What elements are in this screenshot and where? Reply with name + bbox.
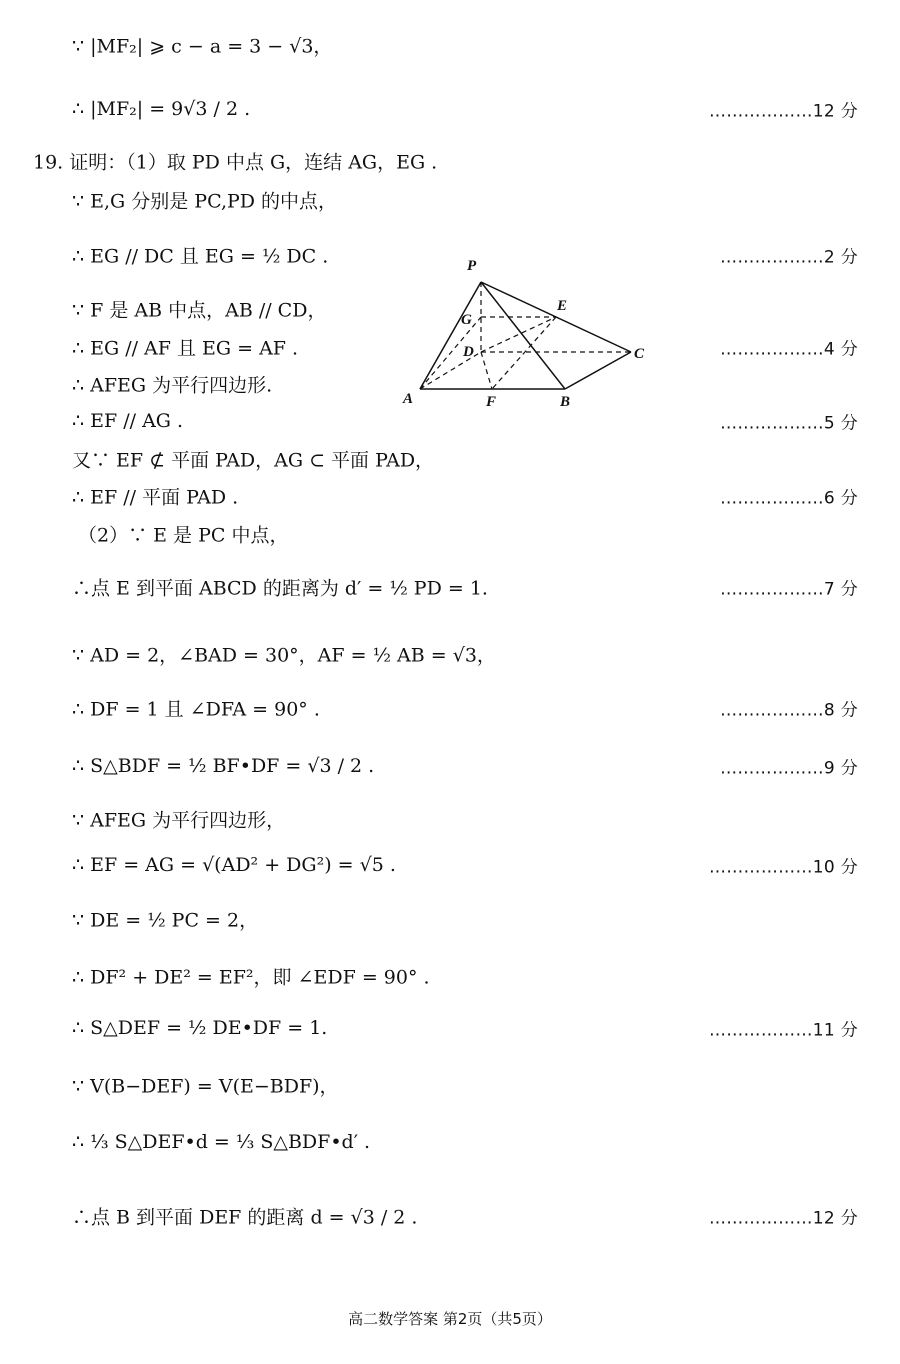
line-text: ∵ V(B−DEF) = V(E−BDF)， bbox=[72, 1075, 339, 1098]
segment-DE bbox=[481, 317, 556, 352]
line-text: ∵ F 是 AB 中点，AB // CD， bbox=[72, 299, 327, 322]
score-marker: ………………9 分 bbox=[720, 758, 858, 779]
answer-line bbox=[0, 854, 900, 878]
label-P: P bbox=[467, 258, 477, 274]
label-E: E bbox=[557, 298, 568, 314]
answer-line bbox=[0, 698, 900, 721]
line-text: ∵ E,G 分别是 PC,PD 的中点， bbox=[72, 190, 338, 213]
line-text: 19. 证明：（1）取 PD 中点 G，连结 AG，EG . bbox=[33, 151, 438, 174]
answer-line bbox=[0, 1075, 900, 1098]
line-text: ∴ EG // AF 且 EG = AF . bbox=[72, 337, 299, 360]
answer-line bbox=[0, 909, 900, 932]
score-marker: ………………11 分 bbox=[708, 1020, 858, 1041]
question-header bbox=[0, 151, 900, 174]
label-A: A bbox=[403, 391, 414, 407]
line-text: ∴ EF = AG = √(AD² + DG²) = √5 . bbox=[72, 854, 396, 876]
answer-line bbox=[0, 98, 900, 122]
answer-line bbox=[0, 35, 900, 58]
score-marker: ………………2 分 bbox=[720, 247, 858, 268]
line-text: ∴ EF // 平面 PAD . bbox=[72, 486, 239, 509]
segment-EF bbox=[492, 317, 556, 389]
label-C: C bbox=[634, 346, 645, 362]
line-text: ∴ EF // AG . bbox=[72, 410, 184, 432]
answer-line bbox=[0, 644, 900, 667]
line-text: ∴ ⅓ S△DEF•d = ⅓ S△BDF•d′ . bbox=[72, 1131, 371, 1153]
line-text: ∴点 E 到平面 ABCD 的距离为 d′ = ½ PD = 1. bbox=[72, 577, 488, 600]
edge-PB bbox=[481, 282, 568, 389]
label-B: B bbox=[560, 394, 571, 410]
edge-BC bbox=[565, 352, 631, 389]
score-marker: ………………6 分 bbox=[720, 488, 858, 509]
answer-line bbox=[0, 524, 900, 547]
line-text: ∵ AD = 2，∠BAD = 30°，AF = ½ AB = √3， bbox=[72, 644, 496, 667]
line-text: ∵ |MF₂| ⩾ c − a = 3 − √3， bbox=[72, 35, 333, 58]
edge-PA bbox=[420, 282, 481, 389]
answer-line bbox=[0, 1206, 900, 1229]
answer-line bbox=[0, 1131, 900, 1153]
pyramid-figure bbox=[395, 248, 665, 418]
answer-line bbox=[0, 809, 900, 832]
score-marker: ………………12 分 bbox=[708, 1208, 858, 1229]
label-F: F bbox=[486, 394, 497, 410]
answer-line bbox=[0, 755, 900, 779]
line-text: ∴ DF = 1 且 ∠DFA = 90° . bbox=[72, 698, 320, 721]
answer-line bbox=[0, 190, 900, 213]
line-text: ∴ AFEG 为平行四边形. bbox=[72, 374, 273, 397]
line-text: ∴ |MF₂| = 9√3 / 2 . bbox=[72, 98, 251, 120]
line-text: ∴ S△BDF = ½ BF•DF = √3 / 2 . bbox=[72, 755, 375, 777]
answer-line bbox=[0, 577, 900, 600]
answer-line bbox=[0, 449, 900, 472]
answer-line bbox=[0, 486, 900, 509]
line-text: ∵ DE = ½ PC = 2， bbox=[72, 909, 259, 932]
answer-line bbox=[0, 1017, 900, 1041]
score-marker: ………………4 分 bbox=[720, 339, 858, 360]
answer-line bbox=[0, 966, 900, 989]
score-marker: ………………12 分 bbox=[708, 101, 858, 122]
line-text: ∵ AFEG 为平行四边形， bbox=[72, 809, 286, 832]
segment-DF bbox=[481, 352, 492, 389]
answer-line bbox=[0, 410, 900, 434]
line-text: 又∵ EF ⊄ 平面 PAD，AG ⊂ 平面 PAD， bbox=[72, 449, 435, 472]
line-text: ∴ EG // DC 且 EG = ½ DC . bbox=[72, 245, 329, 268]
line-text: ∴点 B 到平面 DEF 的距离 d = √3 / 2 . bbox=[72, 1206, 418, 1229]
page-footer: 高二数学答案 第2页（共5页） bbox=[348, 1310, 552, 1328]
score-marker: ………………5 分 bbox=[720, 413, 858, 434]
score-marker: ………………10 分 bbox=[708, 857, 858, 878]
label-G: G bbox=[461, 312, 472, 328]
line-text: （2）∵ E 是 PC 中点， bbox=[78, 524, 289, 547]
line-text: ∴ S△DEF = ½ DE•DF = 1. bbox=[72, 1017, 328, 1039]
label-D: D bbox=[463, 344, 474, 360]
score-marker: ………………7 分 bbox=[720, 579, 858, 600]
score-marker: ………………8 分 bbox=[720, 700, 858, 721]
line-text: ∴ DF² + DE² = EF²，即 ∠EDF = 90° . bbox=[72, 966, 430, 989]
